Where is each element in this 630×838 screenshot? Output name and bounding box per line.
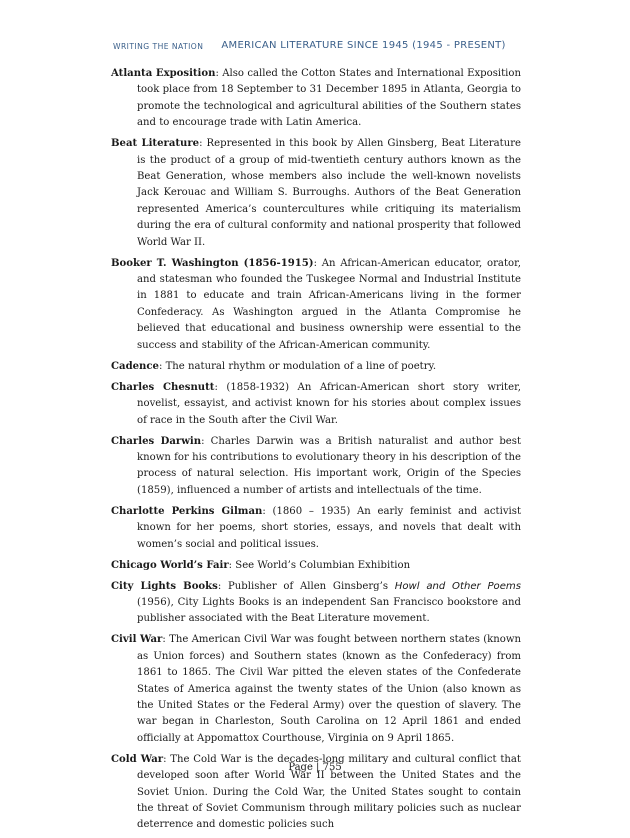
glossary-definition: The natural rhythm or modulation of a line of poetry.: [165, 360, 437, 372]
glossary-entry-atlanta-exposition: Atlanta Exposition: Also called the Cotton States and International Exposition took place from 18 September to 31 December 1895 in Atlanta, Georgia to promote the technological and agricultural abilities of the Southern states and to encourage trade with Latin America.: [111, 68, 521, 129]
glossary-term: Charles Chesnutt: [111, 381, 215, 393]
glossary-definition: Represented in this book by Allen Ginsberg, Beat Literature is the product of a group of mid-twentieth century authors known as the Beat Generation, whose members also include the well-known novelists Jack Kerouac and William S. Burroughs. Authors of the Beat Generation represented America’s countercultures while critiquing its materialism during the era of cultural conformity and national prosperity that followed World War II.: [137, 138, 522, 248]
glossary-entry-city-lights-books: City Lights Books: Publisher of Allen Ginsberg’s Howl and Other Poems (1956), City Lights Books is an independent San Francisco bookstore and publisher associated with the Beat Literature movement.: [111, 580, 522, 625]
glossary-term: Cold War: [111, 753, 164, 765]
glossary-definition: (1860 – 1935) An early feminist and activist known for her poems, short stories, essays, and novels that dealt with women’s social and political issues.: [137, 505, 522, 550]
glossary-term: Chicago World’s Fair: [111, 559, 229, 571]
glossary-definition: Charles Darwin was a British naturalist and author best known for his contributions to evolutionary theory in his description of the process of natural selection. His important work, Origin of the Species (1859), influenced a number of artists and intellectuals of the time.: [137, 435, 522, 496]
glossary-definition: (1956), City Lights Books is an independent San Francisco bookstore and publisher associated with the Beat Literature movement.: [137, 596, 521, 625]
glossary-entry-charles-darwin: Charles Darwin: Charles Darwin was a British naturalist and author best known for his contributions to evolutionary theory in his description of the process of natural selection. His important work, Origin of the Species (1859), influenced a number of artists and intellectuals of the time.: [111, 435, 522, 496]
glossary-entry-cadence: Cadence: The natural rhythm or modulation of a line of poetry.: [111, 360, 437, 372]
glossary-term: Cadence: [111, 360, 159, 372]
glossary-entry-cold-war: Cold War: The Cold War is the decades-long military and cultural conflict that developed soon after World War II between the United States and the Soviet Union. During the Cold War, the United States sought to contain the threat of Soviet Communism through military policies such as nuclear deterrence and domestic policies such: [111, 753, 521, 831]
glossary-entry-civil-war: Civil War: The American Civil War was fought between northern states (known as Union forces) and Southern states (known as the Confederacy) from 1861 to 1865. The Civil War pitted the eleven states of the Confederate States of America against the twenty states of the Union (also known as the United States or the Federal Army) over the question of slavery. The war began in Charleston, South Carolina on 12 April 1861 and ended officially at Appomattox Courthouse, Virginia on 9 April 1865.: [111, 634, 522, 744]
glossary-list: [111, 66, 521, 838]
glossary-term: City Lights Books: [111, 580, 218, 592]
header-section: WRITING THE NATION: [113, 42, 204, 51]
glossary-entry-charles-chesnutt: Charles Chesnutt: (1858-1932) An African-American short story writer, novelist, essayist, and activist known for his stories about complex issues of race in the South after the Civil War.: [111, 381, 522, 426]
glossary-definition: The Cold War is the decades-long military and cultural conflict that developed soon after World War II between the United States and the Soviet Union. During the Cold War, the United States sought to contain the threat of Soviet Communism through military policies such as nuclear deterrence and domestic policies such: [137, 753, 521, 831]
glossary-entry-charlotte-perkins-gilman: Charlotte Perkins Gilman: (1860 – 1935) An early feminist and activist known for her poems, short stories, essays, and novels that dealt with women’s social and political issues.: [111, 505, 522, 550]
running-header: [113, 40, 520, 51]
glossary-definition: The American Civil War was fought between northern states (known as Union forces) and Southern states (known as the Confederacy) from 1861 to 1865. The Civil War pitted the eleven states of the Confederate States of America against the twenty states of the Union (also known as the United States or the Federal Army) over the question of slavery. The war began in Charleston, South Carolina on 12 April 1861 and ended officially at Appomattox Courthouse, Virginia on 9 April 1865.: [137, 634, 522, 744]
glossary-term: Beat Literature: [111, 138, 200, 150]
glossary-definition: See World’s Columbian Exhibition: [235, 559, 411, 571]
glossary-term: Charlotte Perkins Gilman: [111, 505, 263, 517]
page-number: Page | 755: [288, 762, 342, 773]
glossary-definition-start: Publisher of Allen Ginsberg’s: [227, 580, 395, 592]
book-title: Howl and Other Poems: [394, 580, 522, 592]
glossary-entry-chicago-worlds-fair: Chicago World’s Fair: See World’s Columbian Exhibition: [111, 559, 411, 571]
glossary-term: Charles Darwin: [111, 435, 202, 447]
glossary-term: Atlanta Exposition: [111, 68, 216, 79]
glossary-term: Booker T. Washington (1856-1915): [111, 257, 314, 269]
glossary-entry-booker-t-washington: Booker T. Washington (1856-1915): An African-American educator, orator, and statesman who founded the Tuskegee Normal and Industrial Institute in 1881 to educate and train African-Americans living in the former Confederacy. As Washington argued in the Atlanta Compromise he believed that educational and business ownership were essential to the success and stability of the African-American community.: [111, 257, 522, 351]
glossary-term: Civil War: [111, 634, 163, 646]
glossary-definition: An African-American educator, orator, and statesman who founded the Tuskegee Normal and Industrial Institute in 1881 to educate and train African-Americans living in the former Confederacy. As Washington argued in the Atlanta Compromise he believed that educational and business ownership were essential to the success and stability of the African-American community.: [137, 257, 522, 351]
glossary-entry-beat-literature: Beat Literature: Represented in this book by Allen Ginsberg, Beat Literature is the product of a group of mid-twentieth century authors known as the Beat Generation, whose members also include the well-known novelists Jack Kerouac and William S. Burroughs. Authors of the Beat Generation represented America’s countercultures while critiquing its materialism during the era of cultural conformity and national prosperity that followed World War II.: [111, 138, 522, 248]
glossary-definition: (1858-1932) An African-American short story writer, novelist, essayist, and activist known for his stories about complex issues of race in the South after the Civil War.: [137, 381, 522, 426]
header-title: AMERICAN LITERATURE SINCE 1945 (1945 - PRESENT): [221, 40, 506, 51]
glossary-definition: Also called the Cotton States and International Exposition took place from 18 September to 31 December 1895 in Atlanta, Georgia to promote the technological and agricultural abilities of the Southern states and to encourage trade with Latin America.: [137, 68, 521, 129]
